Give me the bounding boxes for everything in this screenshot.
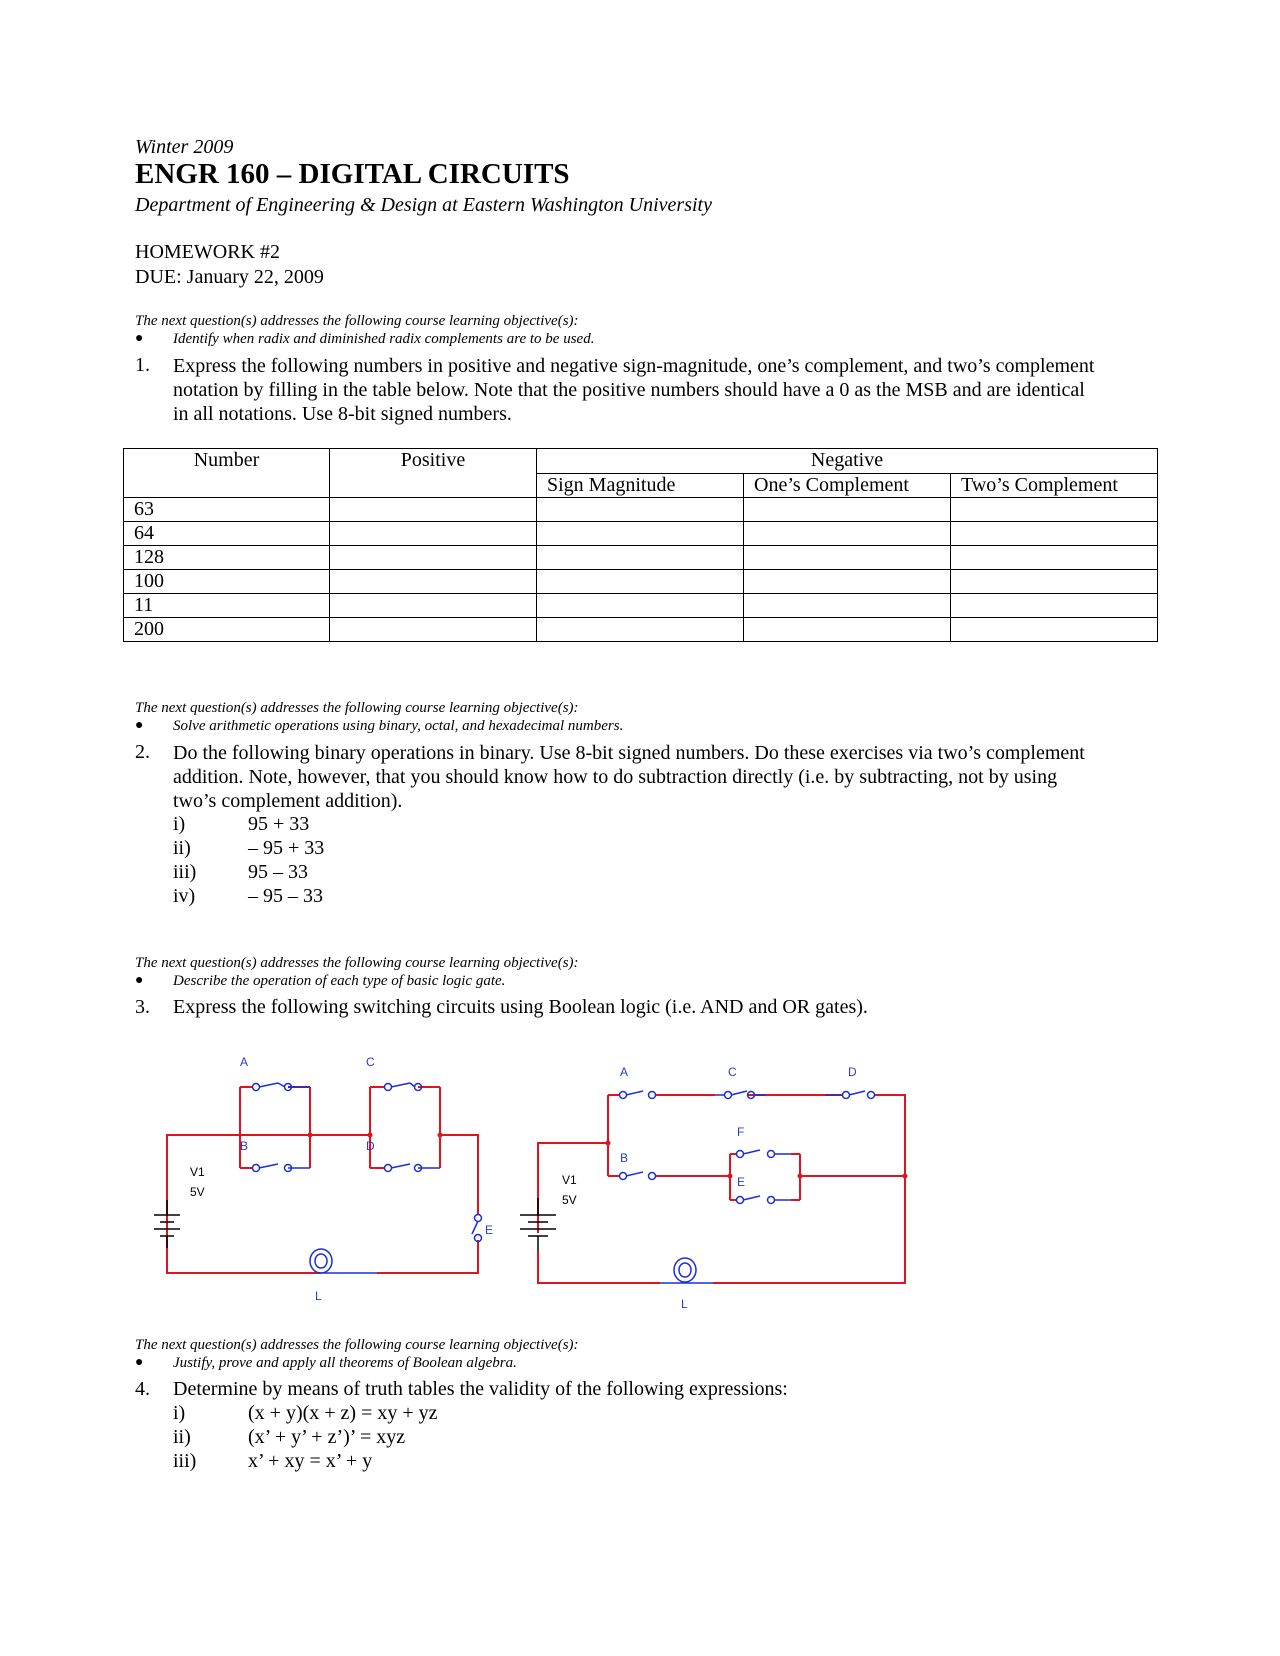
q3-objective-intro: The next question(s) addresses the following course learning objective(s): — [135, 955, 579, 971]
q4-text: Determine by means of truth tables the validity of the following expressions: — [173, 1378, 788, 1400]
answer-cell[interactable] — [537, 522, 744, 546]
switch-label-d: D — [848, 1065, 857, 1079]
bullet-icon: ● — [135, 1355, 144, 1370]
item-label: iii) — [173, 861, 197, 883]
answer-cell[interactable] — [744, 618, 951, 642]
q2-text — [173, 741, 1085, 813]
switch-label-a: A — [620, 1065, 629, 1079]
q2-item — [173, 813, 310, 836]
q1-text-line: notation by filling in the table below. Note that the positive numbers should have a 0 as the MSB and are identical — [173, 379, 1085, 401]
answer-cell[interactable] — [744, 522, 951, 546]
item-label: iv) — [173, 885, 196, 907]
bullet-icon: ● — [135, 718, 144, 733]
answer-cell[interactable] — [951, 570, 1158, 594]
q2-text-line: two’s complement addition). — [173, 790, 403, 812]
item-expr: (x + y)(x + z) = xy + yz — [248, 1402, 438, 1424]
term-line: Winter 2009 — [135, 136, 234, 158]
number-cell: 100 — [124, 570, 330, 594]
q2-number: 2. — [135, 741, 150, 763]
answer-cell[interactable] — [537, 498, 744, 522]
switch-label-e: E — [485, 1223, 494, 1237]
answer-cell[interactable] — [330, 546, 537, 570]
answer-cell[interactable] — [951, 522, 1158, 546]
circuit-1-red-wires — [167, 1087, 478, 1273]
header-sign-magnitude: Sign Magnitude — [537, 473, 744, 498]
q4-number: 4. — [135, 1378, 150, 1400]
q3-number: 3. — [135, 996, 150, 1018]
item-expr: 95 – 33 — [248, 861, 308, 883]
q2-text-line: Do the following binary operations in binary. Use 8-bit signed numbers. Do these exercises via two’s complement — [173, 742, 1085, 764]
source-label: V1 — [190, 1165, 205, 1179]
item-expr: x’ + xy = x’ + y — [248, 1450, 373, 1472]
switch-label-b: B — [620, 1151, 629, 1165]
q2-item — [173, 885, 323, 908]
answer-cell[interactable] — [330, 498, 537, 522]
header-ones-complement: One’s Complement — [744, 473, 951, 498]
q2-item — [173, 837, 325, 860]
header-number: Number — [124, 449, 330, 498]
number-cell: 200 — [124, 618, 330, 642]
bullet-icon: ● — [135, 331, 144, 346]
answer-cell[interactable] — [537, 546, 744, 570]
table-row — [124, 498, 1158, 522]
circuit-1-switches — [253, 1083, 482, 1273]
course-title: ENGR 160 – DIGITAL CIRCUITS — [135, 158, 570, 190]
answer-cell[interactable] — [330, 618, 537, 642]
q2-text-line: addition. Note, however, that you should know how to do subtraction directly (i.e. by subtracting, not by using — [173, 766, 1058, 788]
switch-label-e: E — [737, 1175, 746, 1189]
item-expr: – 95 + 33 — [248, 837, 325, 859]
q2-objective: Solve arithmetic operations using binary, octal, and hexadecimal numbers. — [173, 718, 624, 734]
answer-cell[interactable] — [951, 498, 1158, 522]
q4-item — [173, 1426, 406, 1449]
circuit-2-diagram — [515, 1058, 915, 1318]
answer-cell[interactable] — [330, 522, 537, 546]
voltage-label: 5V — [190, 1185, 205, 1199]
switch-label-b: B — [240, 1139, 249, 1153]
q1-text — [173, 354, 1094, 426]
item-expr: (x’ + y’ + z’)’ = xyz — [248, 1426, 406, 1448]
table-row — [124, 594, 1158, 618]
lamp-label-l: L — [315, 1289, 322, 1303]
lamp-label-l: L — [681, 1297, 688, 1311]
q1-text-line: in all notations. Use 8-bit signed numbers. — [173, 403, 512, 425]
answer-cell[interactable] — [537, 570, 744, 594]
table-row — [124, 546, 1158, 570]
q1-objective-intro: The next question(s) addresses the following course learning objective(s): — [135, 313, 579, 329]
switch-label-d: D — [366, 1139, 375, 1153]
q4-objective-intro: The next question(s) addresses the following course learning objective(s): — [135, 1337, 579, 1353]
switch-label-c: C — [728, 1065, 737, 1079]
header-positive: Positive — [330, 449, 537, 498]
q4-objective: Justify, prove and apply all theorems of Boolean algebra. — [173, 1355, 517, 1371]
circuit-2-red-wires — [538, 1095, 905, 1283]
table-row — [124, 618, 1158, 642]
q4-item — [173, 1450, 373, 1473]
header-negative: Negative — [537, 449, 1158, 474]
q2-objective-intro: The next question(s) addresses the following course learning objective(s): — [135, 700, 579, 716]
table-row — [124, 522, 1158, 546]
item-label: i) — [173, 813, 186, 835]
q3-objective: Describe the operation of each type of basic logic gate. — [173, 973, 506, 989]
circuit-1-diagram — [140, 1050, 510, 1310]
source-label: V1 — [562, 1173, 577, 1187]
answer-cell[interactable] — [744, 570, 951, 594]
answer-cell[interactable] — [537, 618, 744, 642]
answer-cell[interactable] — [951, 594, 1158, 618]
number-cell: 128 — [124, 546, 330, 570]
complement-table — [123, 448, 1158, 642]
q1-objective: Identify when radix and diminished radix complements are to be used. — [173, 331, 595, 347]
voltage-label: 5V — [562, 1193, 577, 1207]
department-line: Department of Engineering & Design at Eastern Washington University — [135, 194, 712, 216]
q3-text: Express the following switching circuits using Boolean logic (i.e. AND and OR gates). — [173, 996, 868, 1018]
q4-item — [173, 1402, 438, 1425]
circuit-2-switches — [620, 1091, 875, 1283]
switch-label-c: C — [366, 1055, 375, 1069]
homework-title: HOMEWORK #2 — [135, 241, 280, 263]
switch-label-a: A — [240, 1055, 249, 1069]
answer-cell[interactable] — [951, 618, 1158, 642]
due-date: DUE: January 22, 2009 — [135, 266, 324, 288]
item-label: ii) — [173, 837, 191, 859]
item-label: ii) — [173, 1426, 191, 1448]
switch-label-f: F — [737, 1125, 745, 1139]
answer-cell[interactable] — [537, 594, 744, 618]
answer-cell[interactable] — [330, 570, 537, 594]
item-label: i) — [173, 1402, 186, 1424]
number-cell: 11 — [124, 594, 330, 618]
item-expr: 95 + 33 — [248, 813, 310, 835]
answer-cell[interactable] — [330, 594, 537, 618]
item-expr: – 95 – 33 — [248, 885, 323, 907]
bullet-icon: ● — [135, 973, 144, 988]
header-twos-complement: Two’s Complement — [951, 473, 1158, 498]
answer-cell[interactable] — [744, 594, 951, 618]
table-header-row — [124, 449, 1158, 474]
item-label: iii) — [173, 1450, 197, 1472]
answer-cell[interactable] — [744, 498, 951, 522]
q1-number: 1. — [135, 354, 150, 376]
q1-text-line: Express the following numbers in positive and negative sign-magnitude, one’s complement, and two’s complement — [173, 355, 1095, 377]
q2-item — [173, 861, 308, 884]
table-row — [124, 570, 1158, 594]
number-cell: 64 — [124, 522, 330, 546]
answer-cell[interactable] — [951, 546, 1158, 570]
answer-cell[interactable] — [744, 546, 951, 570]
number-cell: 63 — [124, 498, 330, 522]
